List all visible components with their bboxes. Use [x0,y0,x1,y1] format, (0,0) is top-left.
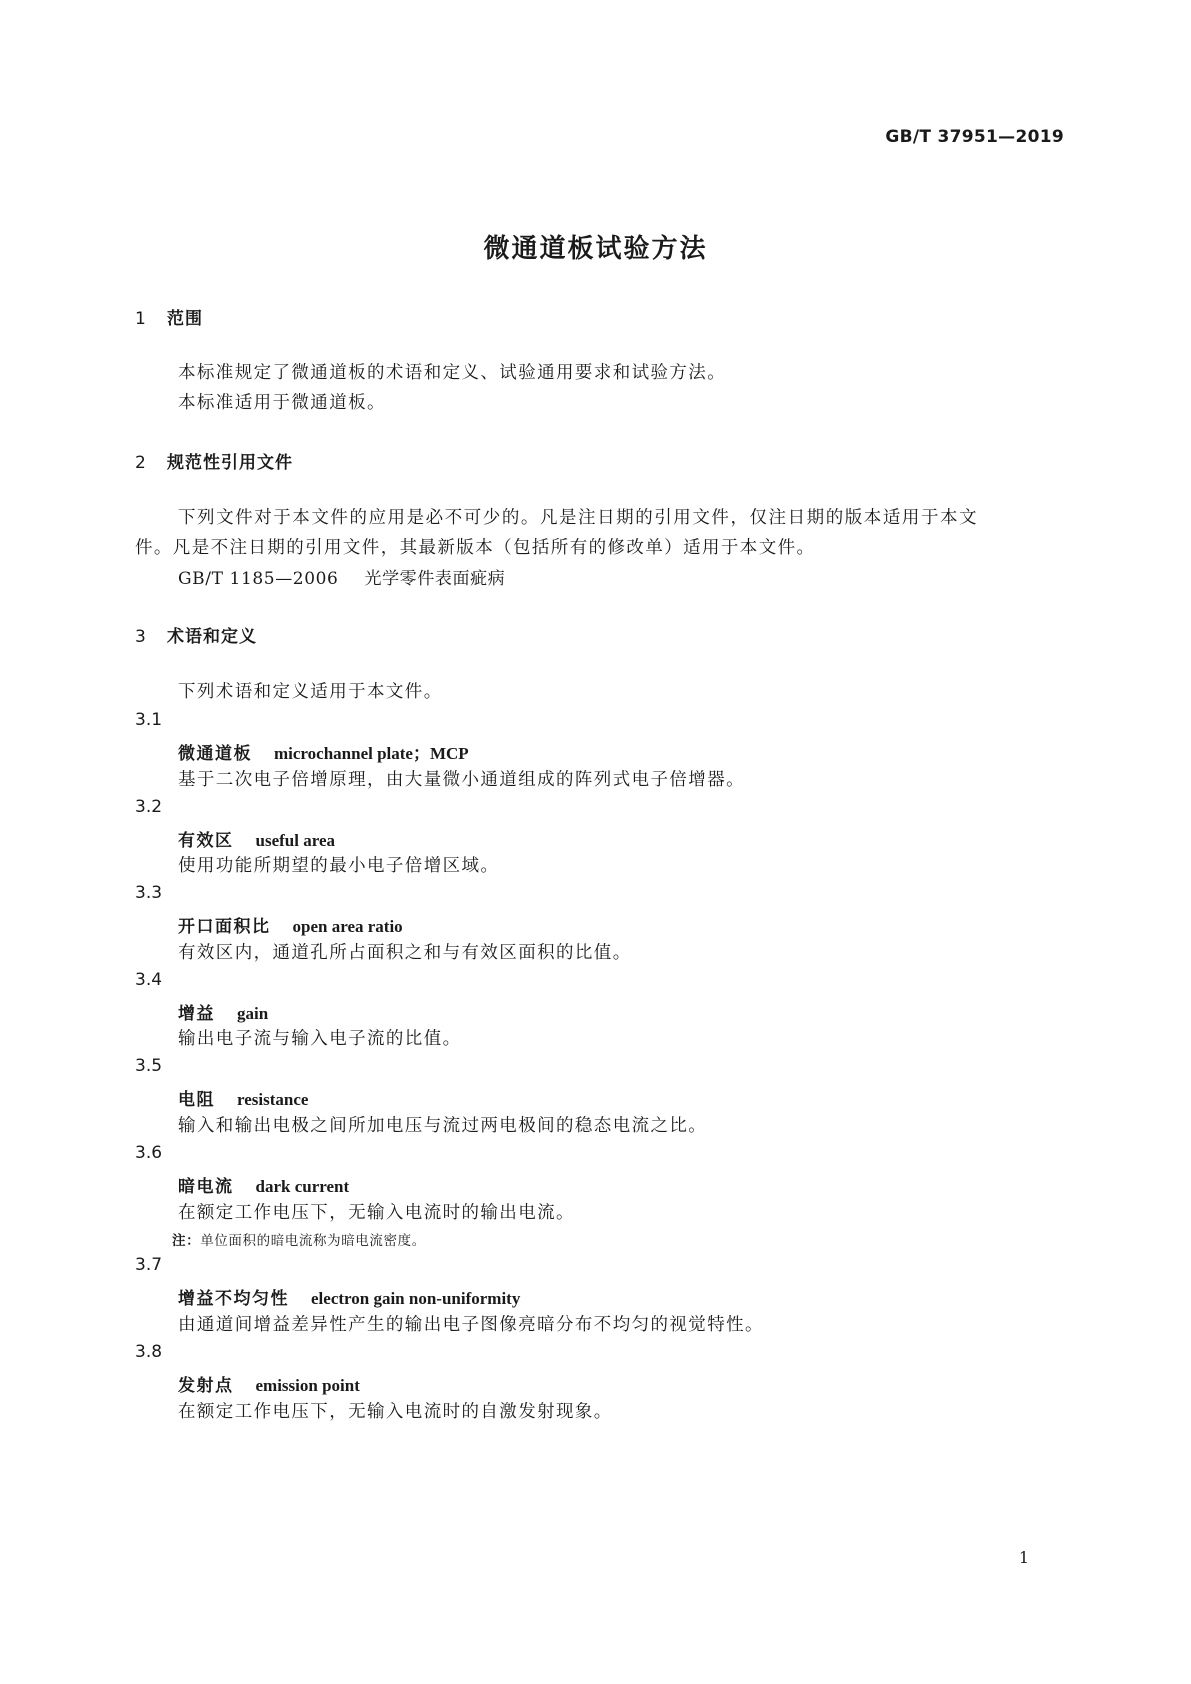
term-number: 3.4 [135,970,163,990]
term-definition: 使用功能所期望的最小电子倍增区域。 [178,856,500,876]
term-definition: 在额定工作电压下，无输入电流时的输出电流。 [178,1203,575,1223]
term-number: 3.5 [135,1056,163,1076]
section-title: 术语和定义 [167,627,257,647]
section-heading-scope [135,304,203,329]
reference-title: 光学零件表面疵病 [364,569,506,589]
note-label: 注： [172,1233,201,1249]
section-number: 3 [135,627,147,647]
term-definition: 由通道间增益差异性产生的输出电子图像亮暗分布不均匀的视觉特性。 [178,1315,764,1335]
section-title: 规范性引用文件 [167,453,293,473]
standard-code: GB/T 37951—2019 [885,127,1064,147]
document-title: 微通道板试验方法 [483,234,708,264]
term-heading: 有效区 useful area [178,831,335,851]
term-definition: 在额定工作电压下，无输入电流时的自激发射现象。 [178,1402,613,1422]
term-heading: 增益不均匀性 electron gain non-uniformity [178,1289,521,1309]
term-heading: 电阻 resistance [178,1090,309,1110]
references-intro-line-2: 件。凡是不注日期的引用文件，其最新版本（包括所有的修改单）适用于本文件。 [135,538,816,558]
scope-paragraph-1: 本标准规定了微通道板的术语和定义、试验通用要求和试验方法。 [178,363,727,383]
section-number: 2 [135,453,147,473]
reference-code: GB/T 1185—2006 [178,569,339,589]
terms-intro: 下列术语和定义适用于本文件。 [178,682,443,702]
term-heading: 发射点 emission point [178,1376,360,1396]
term-heading: 暗电流 dark current [178,1177,350,1197]
term-number: 3.7 [135,1255,163,1275]
normative-reference [178,564,505,589]
references-intro-line-1: 下列文件对于本文件的应用是必不可少的。凡是注日期的引用文件，仅注日期的版本适用于本文 [178,508,979,528]
term-definition: 基于二次电子倍增原理，由大量微小通道组成的阵列式电子倍增器。 [178,770,745,790]
term-heading: 微通道板 microchannel plate；MCP [178,744,469,764]
page-number: 1 [1018,1548,1029,1567]
term-number: 3.3 [135,883,163,903]
term-note [172,1229,426,1249]
term-number: 3.8 [135,1342,163,1362]
term-definition: 有效区内，通道孔所占面积之和与有效区面积的比值。 [178,943,632,963]
section-title: 范围 [167,309,203,329]
term-number: 3.6 [135,1143,163,1163]
term-number: 3.1 [135,710,163,730]
term-heading: 增益 gain [178,1004,269,1024]
scope-paragraph-2: 本标准适用于微通道板。 [178,393,386,413]
section-heading-terms [135,622,257,647]
term-heading: 开口面积比 open area ratio [178,917,403,937]
term-definition: 输出电子流与输入电子流的比值。 [178,1029,462,1049]
term-definition: 输入和输出电极之间所加电压与流过两电极间的稳态电流之比。 [178,1116,708,1136]
note-text: 单位面积的暗电流称为暗电流密度。 [200,1233,426,1249]
section-heading-references [135,448,293,473]
term-number: 3.2 [135,797,163,817]
section-number: 1 [135,309,147,329]
